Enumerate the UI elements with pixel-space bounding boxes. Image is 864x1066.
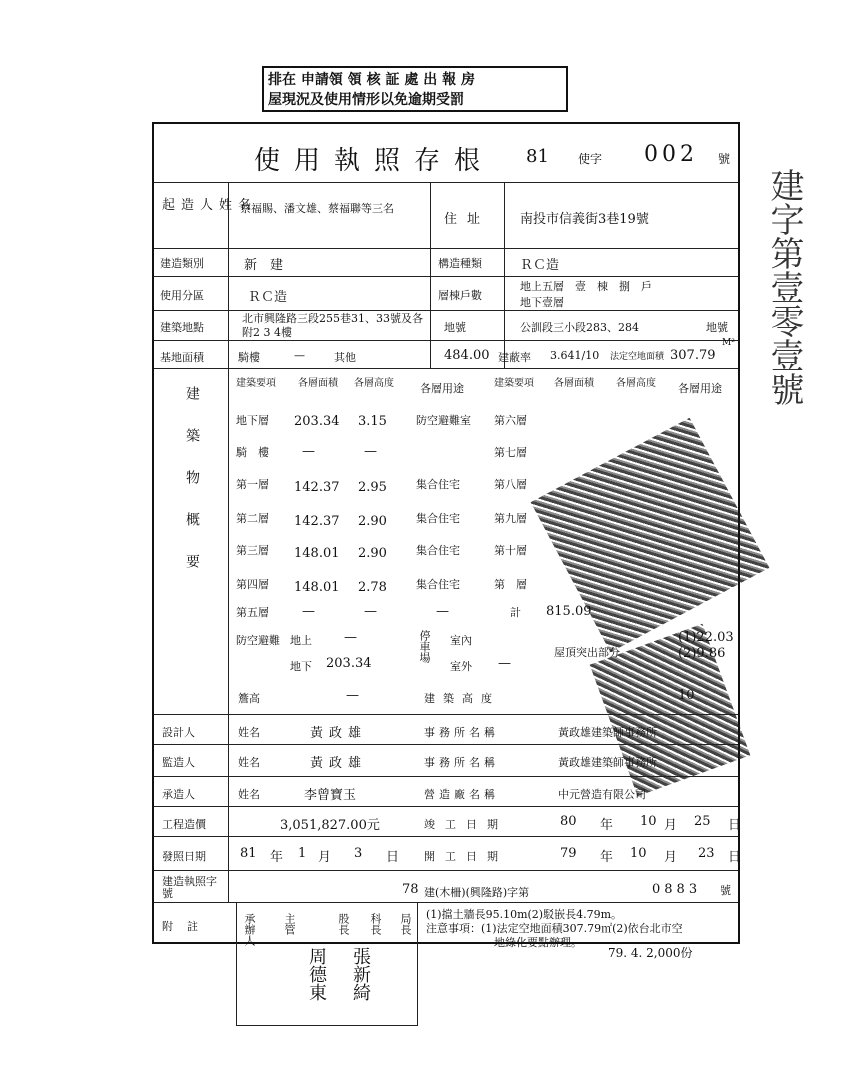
notice-stamp — [262, 66, 568, 112]
floors: 地上五層 壹 棟 捌 戶 — [520, 280, 652, 293]
doc-number: 002 — [644, 142, 698, 167]
floor-height: 3.15 — [358, 414, 387, 429]
label-supervisor: 監造人 — [162, 756, 195, 769]
label-arcade: 騎樓 — [238, 351, 260, 364]
floor-height: 2.90 — [358, 514, 387, 529]
note-1: (1)擋土牆長95.10m(2)駁嵌長4.79m。 — [426, 908, 623, 921]
sign-c1: 承辦人 — [243, 913, 256, 946]
floor-name: 地下層 — [236, 414, 269, 427]
label-shelter: 防空避難 — [236, 634, 280, 647]
permit-form — [152, 122, 742, 949]
label-name-3: 姓名 — [238, 788, 260, 801]
coverage: 3.641/10 — [550, 349, 600, 362]
hdr-use-2: 各層用途 — [678, 382, 722, 395]
floor-height: — — [364, 604, 377, 619]
label-eaves: 簷高 — [238, 692, 260, 705]
issue-y: 81 — [240, 846, 257, 861]
doc-year: 81 — [526, 146, 549, 167]
hdr-area-2: 各層面積 — [554, 378, 594, 389]
issue-m: 1 — [298, 846, 307, 861]
applicant-name: 蔡福賜、潘文雄、蔡福聯等三名 — [240, 202, 394, 215]
cost: 3,051,827.00元 — [280, 818, 380, 833]
hdr-area: 各層面積 — [298, 378, 338, 389]
floor-name-2: 第九層 — [494, 512, 527, 525]
permit-mid: 建(木柵)(興隆路)字第 — [424, 886, 530, 899]
floor-height: 2.78 — [358, 580, 387, 595]
floor-use: 集合住宅 — [416, 578, 460, 591]
floor-area: 148.01 — [294, 580, 340, 595]
label-roof: 屋頂突出部分 — [554, 646, 620, 659]
doc-prefix: 使字 — [578, 152, 603, 166]
label-firm: 營造廠名稱 — [424, 788, 499, 801]
roof-2: (2)9.86 — [678, 646, 726, 661]
floor-area: 142.37 — [294, 514, 340, 529]
start-year-label: 年 — [600, 850, 614, 865]
completion-m: 10 — [640, 814, 657, 829]
site-unit: M² — [722, 338, 735, 348]
label-designer: 設計人 — [162, 726, 195, 739]
label-notes: 附註 — [162, 920, 212, 933]
note-2: 注意事項：(1)法定空地面積307.79㎡(2)依台北市空 — [426, 922, 683, 935]
label-site-area: 基地面積 — [160, 351, 204, 364]
label-outdoor: 室外 — [450, 660, 472, 673]
applicant-address: 南投市信義街3巷19號 — [520, 212, 649, 227]
stamp-line-1: 排在 申請領 領 核 証 處 出 報 房 — [268, 72, 475, 88]
eaves-height: — — [346, 688, 359, 703]
label-build-type: 建造類別 — [160, 257, 204, 270]
label-applicant: 起造人姓名 — [162, 198, 258, 213]
floor-use: 集合住宅 — [416, 544, 460, 557]
start-day-label: 日 — [728, 850, 742, 865]
label-indoor: 室內 — [450, 634, 472, 647]
label-height: 建築高度 — [424, 692, 500, 705]
floor-height: 2.95 — [358, 480, 387, 495]
label-lot: 地號 — [444, 321, 466, 334]
supervisor-office: 黃政雄建築師事務所 — [558, 756, 657, 769]
floors-below: 地下壹層 — [520, 296, 564, 309]
issue-d: 3 — [354, 846, 363, 861]
start-y: 79 — [560, 846, 577, 861]
completion-y: 80 — [560, 814, 577, 829]
roof-1: (1)22.03 — [678, 630, 734, 645]
label-address: 住址 — [444, 212, 491, 227]
sign-c2: 主管 — [283, 913, 296, 935]
issue-day-label: 日 — [386, 850, 400, 865]
floor-name-2: 第 層 — [494, 578, 527, 591]
floor-area: — — [302, 604, 315, 619]
contractor-firm: 中元營造有限公司 — [558, 788, 646, 801]
label-floors: 層棟戶數 — [438, 289, 482, 302]
signature-block — [236, 902, 418, 1026]
floor-use: 集合住宅 — [416, 512, 460, 525]
sign-n1: 周德東 — [306, 947, 327, 1001]
floor-area: 142.37 — [294, 480, 340, 495]
permit-pre: 78 — [402, 882, 419, 897]
completion-year-label: 年 — [600, 818, 614, 833]
completion-month-label: 月 — [664, 818, 678, 833]
parking-outdoor: — — [498, 656, 511, 671]
label-structure: 構造種類 — [438, 257, 482, 270]
floor-use: 集合住宅 — [416, 478, 460, 491]
structure: ＲＣ造 — [520, 258, 560, 273]
floor-name-2: 計 — [510, 606, 521, 619]
build-type: 新 建 — [244, 258, 284, 273]
hdr-floor: 建築要項 — [236, 378, 276, 389]
permit-suf: 號 — [720, 884, 731, 897]
completion-d: 25 — [694, 814, 711, 829]
hdr-use: 各層用途 — [420, 382, 464, 395]
issue-month-label: 月 — [318, 850, 332, 865]
start-d: 23 — [698, 846, 715, 861]
stamp-line-2: 屋現況及使用情形以免逾期受罰 — [268, 92, 464, 108]
sign-n2: 張新綺 — [350, 947, 371, 1001]
hdr-height-2: 各層高度 — [616, 378, 656, 389]
floor-name-2: 第七層 — [494, 446, 527, 459]
label-office-2: 事務所名稱 — [424, 756, 499, 769]
label-cost: 工程造價 — [162, 818, 206, 831]
floor-area: 148.01 — [294, 546, 340, 561]
hdr-floor-2: 建築要項 — [494, 378, 534, 389]
doc-title: 使用執照存根 — [254, 146, 495, 176]
label-completion: 竣工日期 — [424, 818, 508, 831]
floor-area: 203.34 — [294, 414, 340, 429]
footer-print: 79. 4. 2,000份 — [608, 946, 693, 960]
total-area: 815.09 — [546, 604, 592, 619]
supervisor-name: 黃政雄 — [310, 756, 368, 771]
floor-name: 第三層 — [236, 544, 269, 557]
label-other: 其他 — [334, 351, 356, 364]
label-overview: 建築物概要 — [184, 386, 200, 596]
hdr-height: 各層高度 — [354, 378, 394, 389]
right-margin-text: 建字第壹零壹號 — [764, 168, 804, 406]
location: 北市興隆路三段255巷31、33號及各附2 3 4樓 — [242, 312, 423, 339]
start-m: 10 — [630, 846, 647, 861]
zone: ＲＣ造 — [248, 290, 288, 305]
sign-c4: 科長 — [369, 913, 382, 935]
shelter-above: — — [344, 630, 357, 645]
floor-use: 防空避難室 — [416, 414, 471, 427]
note-3: 地綠化要點辦理。 — [494, 936, 582, 949]
floor-area: — — [302, 444, 315, 459]
floor-name: 第五層 — [236, 606, 269, 619]
floor-name: 騎 樓 — [236, 446, 269, 459]
floor-name-2: 第八層 — [494, 478, 527, 491]
shelter-below: 203.34 — [326, 656, 372, 671]
label-name-1: 姓名 — [238, 726, 260, 739]
issue-year-label: 年 — [270, 850, 284, 865]
floor-use: — — [436, 604, 449, 619]
permit-no: 0883 — [652, 882, 702, 897]
floor-name: 第一層 — [236, 478, 269, 491]
label-zone: 使用分區 — [160, 289, 204, 302]
floor-name: 第二層 — [236, 512, 269, 525]
start-month-label: 月 — [664, 850, 678, 865]
floor-name-2: 第十層 — [494, 544, 527, 557]
open-space: 307.79 — [670, 348, 716, 363]
completion-day-label: 日 — [728, 818, 742, 833]
site-other: 484.00 — [444, 348, 490, 363]
doc-suffix: 號 — [718, 152, 731, 166]
designer-name: 黃政雄 — [310, 726, 368, 741]
building-height: 10 — [678, 688, 695, 703]
site-arcade: — — [294, 349, 305, 362]
label-parking: 停車場 — [418, 630, 431, 663]
label-coverage: 建蔽率 — [498, 351, 531, 364]
label-permit: 建造執照字號 — [162, 875, 217, 900]
label-start: 開工日期 — [424, 850, 508, 863]
floor-name: 第四層 — [236, 578, 269, 591]
label-office-1: 事務所名稱 — [424, 726, 499, 739]
label-location: 建築地點 — [160, 321, 204, 334]
floor-height: — — [364, 444, 377, 459]
label-open-space: 法定空地面積 — [610, 352, 665, 362]
label-above: 地上 — [290, 634, 312, 647]
sign-c3: 股長 — [337, 913, 350, 935]
designer-office: 黃政雄建築師事務所 — [558, 726, 657, 739]
lot-suffix: 地號 — [706, 321, 728, 334]
label-name-2: 姓名 — [238, 756, 260, 769]
floor-height: 2.90 — [358, 546, 387, 561]
label-issue: 發照日期 — [162, 850, 206, 863]
floor-name-2: 第六層 — [494, 414, 527, 427]
label-contractor: 承造人 — [162, 788, 195, 801]
label-below: 地下 — [290, 660, 312, 673]
contractor-name: 李曾寶玉 — [304, 788, 357, 803]
lot: 公訓段三小段283、284 — [520, 321, 639, 334]
sign-c5: 局長 — [399, 913, 412, 935]
